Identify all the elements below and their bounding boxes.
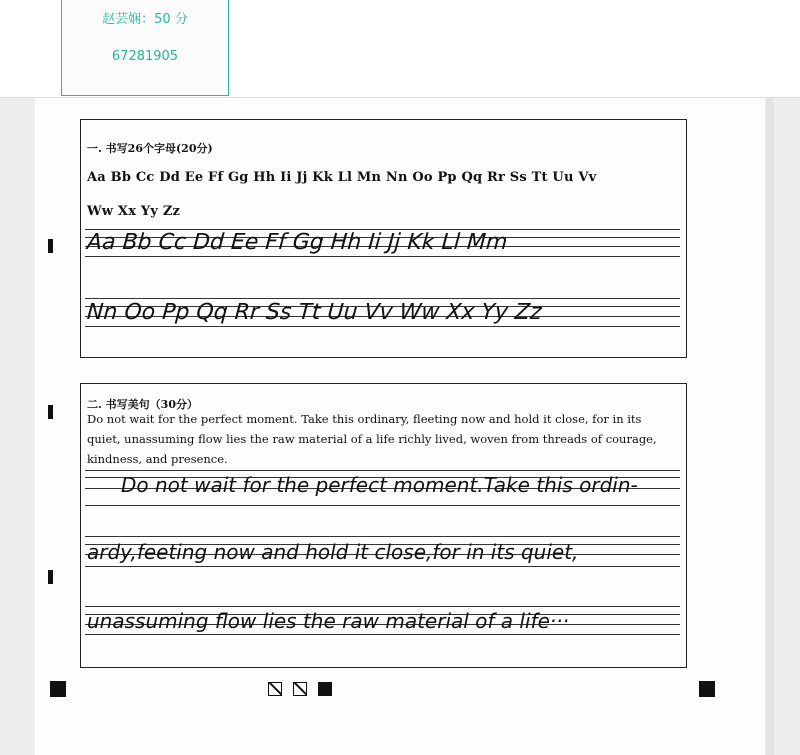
registration-mark [48, 405, 53, 419]
student-score: 赵芸娴：50 分 [102, 12, 188, 27]
check-mark-box-filled [318, 682, 332, 696]
score-card [61, 0, 229, 96]
registration-mark [48, 570, 53, 584]
section-title: 一. 书写26个字母(20分) [87, 142, 213, 155]
section-sentence [80, 383, 687, 668]
handwritten-alphabet-line2: Nn Oo Pp Qq Rr Ss Tt Uu Vv Ww Xx Yy Zz [86, 300, 543, 325]
section-alphabet [80, 119, 687, 358]
writing-rule [85, 566, 680, 567]
registration-mark [48, 239, 53, 253]
corner-mark-left [50, 681, 66, 697]
check-mark-box [268, 682, 282, 696]
printed-alphabet-line2: Ww Xx Yy Zz [87, 204, 181, 219]
printed-sentence: Do not wait for the perfect moment. Take this ordinary, fleeting now and hold it close, for in its quiet, unassuming flow lies the raw material of a life richly lived, woven from threads of courage, kindness, and presence. [87, 412, 657, 466]
printed-alphabet-line1: Aa Bb Cc Dd Ee Ff Gg Hh Ii Jj Kk Ll Mn Nn Oo Pp Qq Rr Ss Tt Uu Vv [87, 170, 597, 185]
writing-rule [85, 256, 680, 257]
writing-rule [85, 326, 680, 327]
check-mark-box [293, 682, 307, 696]
scrollbar[interactable] [766, 98, 774, 755]
writing-rule [85, 470, 680, 471]
writing-rule [85, 536, 680, 537]
handwritten-sentence-line1: Do not wait for the perfect moment.Take this ordin- [121, 473, 638, 497]
section-title: 二. 书写美句（30分） [87, 398, 198, 411]
writing-rule [85, 606, 680, 607]
corner-mark-right [699, 681, 715, 697]
handwritten-alphabet-line1: Aa Bb Cc Dd Ee Ff Gg Hh Ii Jj Kk Ll Mm [86, 230, 509, 255]
writing-rule [85, 298, 680, 299]
writing-rule [85, 634, 680, 635]
writing-rule [85, 505, 680, 506]
document-viewer[interactable] [0, 98, 800, 755]
handwritten-sentence-line2: ardy,feeting now and hold it close,for in its quiet, [87, 540, 579, 564]
student-id: 67281905 [111, 49, 179, 64]
answer-sheet [35, 98, 765, 755]
top-bar [0, 0, 800, 98]
handwritten-sentence-line3: unassuming flow lies the raw material of a life··· [87, 609, 569, 633]
